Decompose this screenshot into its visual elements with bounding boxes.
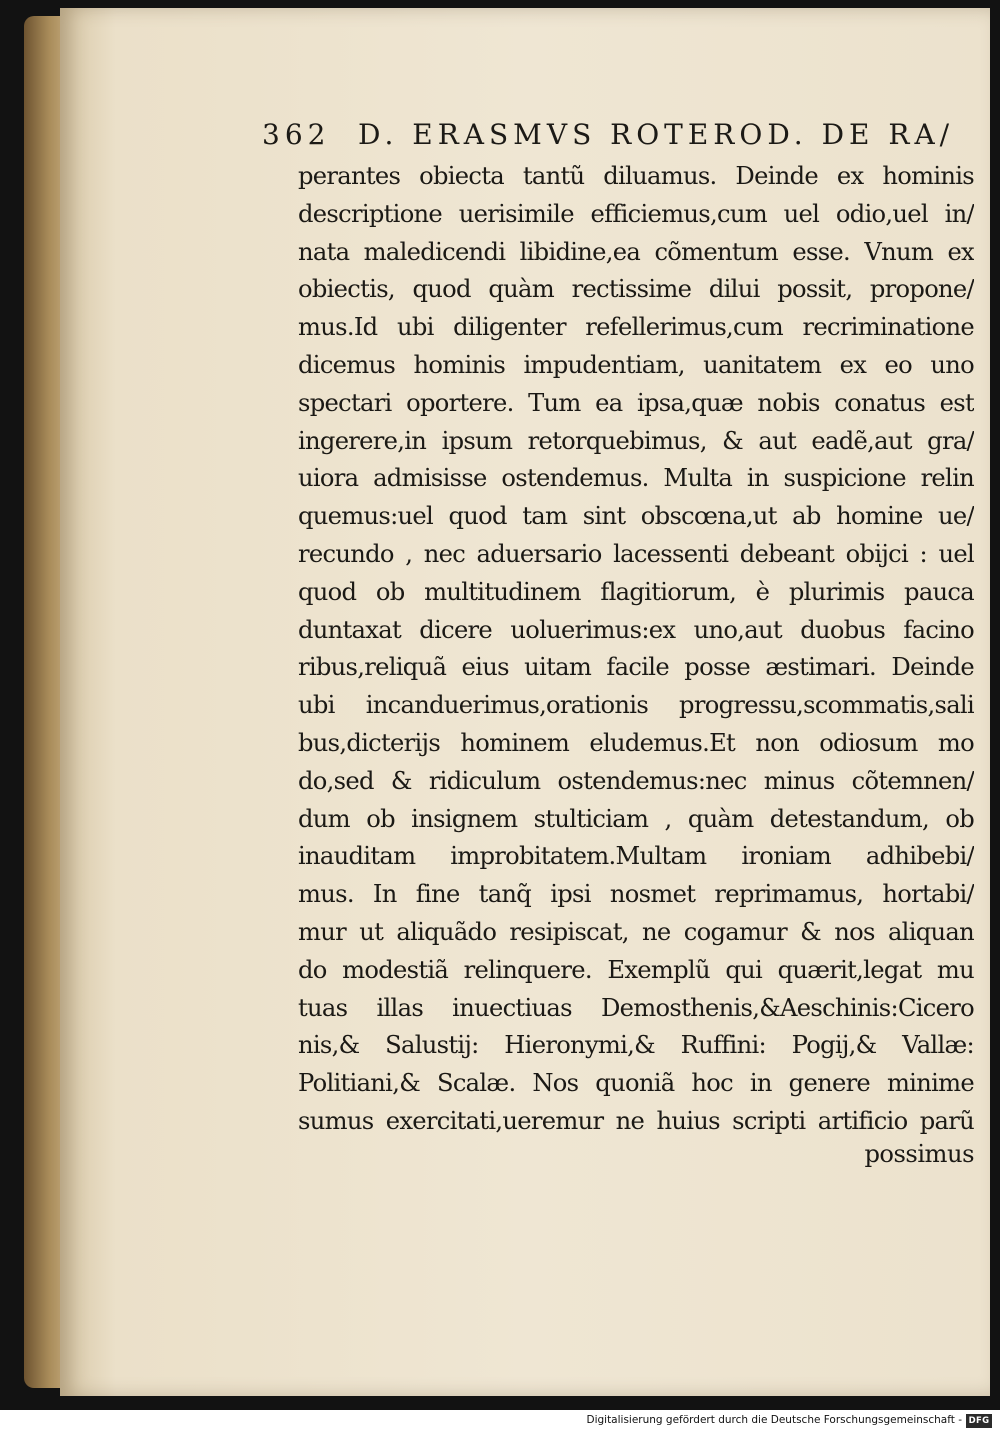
text-line: ubi incanduerimus,orationis progressu,scommatis,sali bbox=[298, 691, 974, 720]
catchword: possimus bbox=[864, 1140, 974, 1168]
text-line: quod ob multitudinem flagitiorum, è plurimis pauca bbox=[298, 577, 974, 606]
text-line: do modestiã relinquere. Exemplũ qui quærit,legat mu bbox=[298, 955, 974, 984]
text-line: spectari oportere. Tum ea ipsa,quæ nobis conatus est bbox=[298, 388, 974, 417]
text-line: recundo , nec aduersario lacessenti debeant obijci : uel bbox=[298, 539, 974, 568]
text-line: dum ob insignem stulticiam , quàm detestandum, ob bbox=[298, 804, 974, 833]
text-line: bus,dicterijs hominem eludemus.Et non odiosum mo bbox=[298, 728, 974, 757]
text-line: ribus,reliquã eius uitam facile posse æstimari. Deinde bbox=[298, 653, 974, 682]
footer-credit: Digitalisierung gefördert durch die Deutsche Forschungsgemeinschaft - bbox=[586, 1414, 962, 1426]
dfg-logo-icon: DFG bbox=[966, 1414, 992, 1428]
text-line: perantes obiecta tantũ diluamus. Deinde ex hominis bbox=[298, 162, 974, 190]
text-line: uiora admisisse ostendemus. Multa in suspicione relin bbox=[298, 464, 974, 493]
text-line: tuas illas inuectiuas Demosthenis,&Aeschinis:Cicero bbox=[298, 993, 974, 1022]
text-line: do,sed & ridiculum ostendemus:nec minus cõtemnen/ bbox=[298, 766, 974, 795]
text-line: duntaxat dicere uoluerimus:ex uno,aut duobus facino bbox=[298, 615, 974, 644]
running-title: D. ERASMVS ROTEROD. DE RA/ bbox=[358, 118, 955, 151]
text-line: obiectis, quod quàm rectissime dilui possit, propone/ bbox=[298, 275, 974, 304]
text-line: ingerere,in ipsum retorquebimus, & aut eadẽ,aut gra/ bbox=[298, 426, 974, 455]
text-line: nata maledicendi libidine,ea cõmentum esse. Vnum ex bbox=[298, 237, 974, 266]
text-line: dicemus hominis impudentiam, uanitatem ex eo uno bbox=[298, 350, 974, 379]
running-head bbox=[262, 118, 962, 160]
text-line: sumus exercitati,ueremur ne huius scripti artificio parũ bbox=[298, 1106, 974, 1135]
text-line: mur ut aliquãdo resipiscat, ne cogamur & nos aliquan bbox=[298, 917, 974, 946]
body-text bbox=[298, 158, 974, 1141]
text-line: mus.Id ubi diligenter refellerimus,cum recriminatione bbox=[298, 313, 974, 342]
text-line: Politiani,& Scalæ. Nos quoniã hoc in genere minime bbox=[298, 1069, 974, 1098]
text-line: inauditam improbitatem.Multam ironiam adhibebi/ bbox=[298, 842, 974, 871]
text-line: nis,& Salustij: Hieronymi,& Ruffini: Pogij,& Vallæ: bbox=[298, 1031, 974, 1060]
page-number: 362 bbox=[262, 118, 331, 151]
text-line: quemus:uel quod tam sint obscœna,ut ab homine ue/ bbox=[298, 502, 974, 531]
text-line: mus. In fine tanq̃ ipsi nosmet reprimamus, hortabi/ bbox=[298, 880, 974, 909]
text-line: descriptione uerisimile efficiemus,cum uel odio,uel in/ bbox=[298, 199, 974, 228]
